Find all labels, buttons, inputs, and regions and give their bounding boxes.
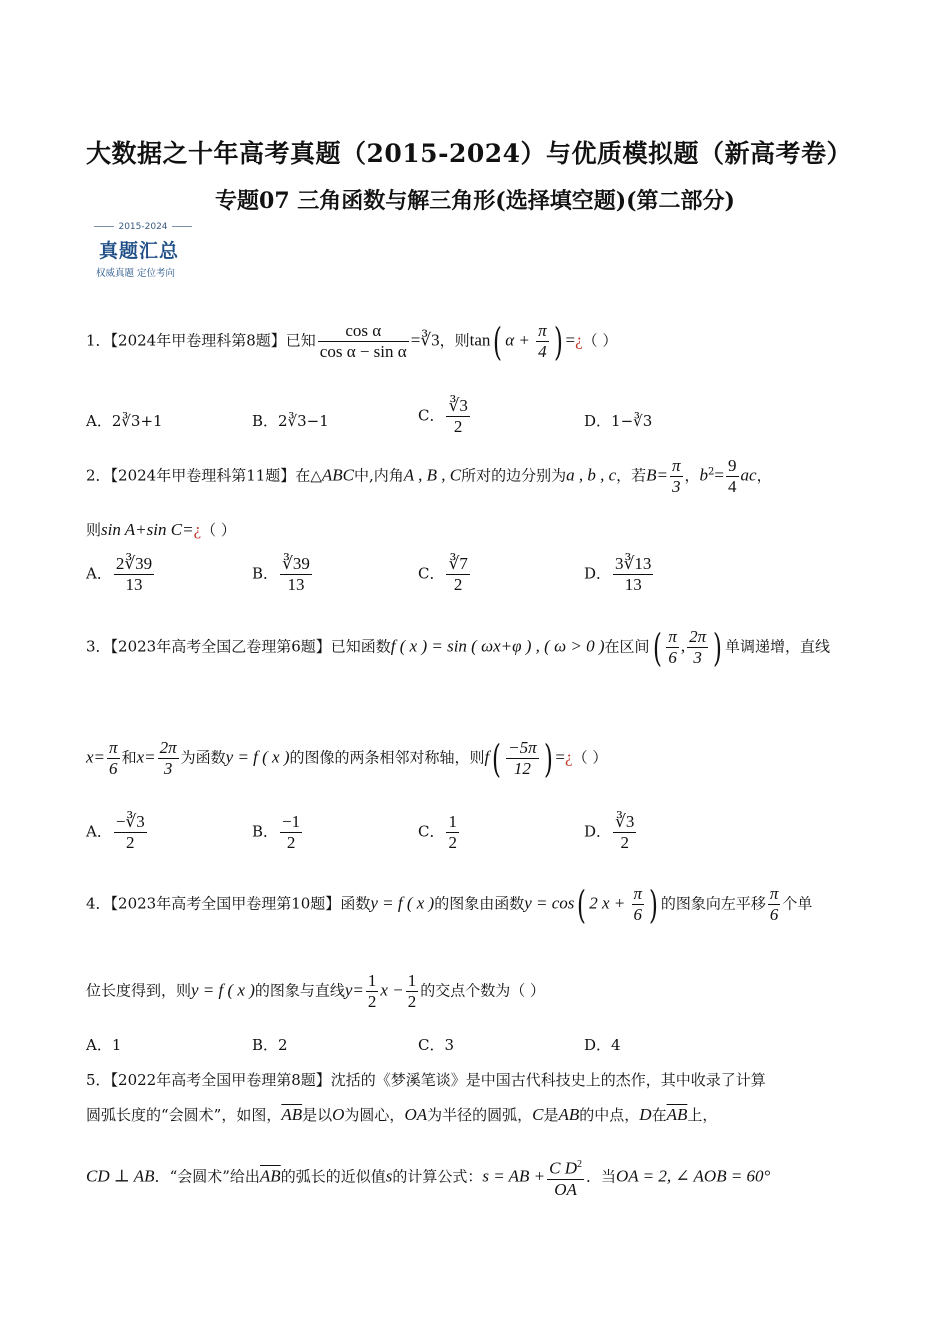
question-source: 【2024年甲卷理科第11题】	[110, 466, 296, 485]
fraction	[366, 971, 379, 1012]
fraction-denominator: 13	[125, 575, 143, 594]
math-expr: f ( x ) = sin ( ωx+φ ) , ( ω > 0 )	[390, 636, 605, 656]
q4-option-d[interactable]: D．4	[584, 1036, 621, 1054]
left-paren: (	[652, 625, 662, 670]
fraction-numerator: π	[668, 627, 677, 646]
fraction-numerator: 2π	[159, 738, 177, 757]
fraction-denominator: 3	[693, 648, 702, 667]
question-number: 3．	[86, 637, 111, 656]
math-expr: ac	[740, 465, 757, 485]
arc-label: $\overline{AB}$	[259, 1166, 281, 1186]
question-text: 在△	[295, 466, 322, 485]
question-5-line-2	[86, 1104, 717, 1125]
q2-option-c[interactable]	[418, 554, 472, 595]
question-4	[86, 884, 812, 925]
question-source: 【2023年高考全国乙卷理第6题】	[110, 637, 331, 656]
question-text: 为半径的圆弧，	[427, 1106, 533, 1124]
question-3	[86, 627, 830, 668]
option-label: A．	[86, 564, 112, 583]
answer-blank: （ ）	[201, 521, 236, 539]
question-text: 是以	[302, 1106, 333, 1124]
fraction	[613, 812, 636, 853]
math-expr: OA = 2, ∠ AOB = 60°	[616, 1166, 771, 1186]
q4-option-b[interactable]: B．2	[252, 1036, 288, 1054]
question-text: 的交点个数为	[420, 981, 511, 1000]
arc-label: $\overline{AB}$	[666, 1105, 688, 1124]
fraction-denominator: 6	[769, 905, 779, 924]
fraction	[670, 456, 683, 497]
fraction	[726, 456, 739, 497]
left-paren: (	[492, 736, 502, 781]
math-expr: a , b , c	[566, 465, 617, 485]
math-expr: O	[332, 1105, 345, 1124]
fraction	[613, 554, 653, 595]
answer-blank: （ ）	[510, 981, 545, 1000]
fraction-numerator: ∛3	[615, 812, 635, 831]
right-paren: )	[543, 736, 553, 781]
q3-option-b[interactable]	[252, 812, 304, 853]
question-text: 沈括的《梦溪笔谈》是中国古代科技史上的杰作，其中收录了计算	[330, 1071, 766, 1089]
fraction-numerator: 9	[728, 456, 737, 475]
fraction-numerator	[547, 1155, 584, 1180]
equals-sign: =	[410, 330, 421, 350]
question-3-line-2	[86, 738, 607, 779]
question-text: 已知	[285, 331, 316, 350]
option-label: A．	[86, 822, 112, 841]
question-number: 5．	[86, 1071, 111, 1089]
fraction	[547, 1155, 584, 1200]
fraction-denominator: 2	[286, 833, 296, 852]
glyph-error: ¿	[193, 520, 202, 539]
question-text: ，	[756, 466, 772, 485]
q2-option-b[interactable]	[252, 554, 314, 595]
question-text: 为圆心，	[344, 1106, 405, 1124]
math-expr: y = f ( x )	[191, 980, 255, 1000]
question-text: 在区间	[604, 637, 650, 656]
fraction-denominator: 4	[538, 342, 547, 361]
question-text: 中,内角	[353, 466, 404, 485]
fraction-denominator: 12	[513, 759, 531, 778]
question-text: 已知函数	[330, 637, 391, 656]
question-text: ，若	[616, 466, 647, 485]
glyph-error: ¿	[565, 747, 573, 767]
math-expr: x −	[380, 980, 404, 1000]
math-expr: α +	[505, 330, 535, 350]
question-text: 个单	[782, 894, 813, 913]
fraction-numerator: −∛3	[115, 812, 145, 831]
q4-option-a[interactable]: A．1	[86, 1036, 122, 1054]
superscript: 2	[708, 466, 715, 478]
q1-option-c[interactable]	[418, 396, 472, 437]
math-expr: ABC	[321, 465, 354, 485]
fraction	[114, 812, 147, 853]
fraction-denominator: 2	[620, 833, 629, 852]
fraction	[632, 884, 645, 925]
glyph-error: ¿	[575, 330, 583, 350]
right-paren: )	[648, 882, 658, 927]
question-5	[86, 1069, 766, 1090]
fraction	[446, 396, 469, 437]
fraction-denominator: 2	[126, 833, 135, 852]
option-label: B．	[252, 822, 279, 841]
question-5-line-3	[86, 1155, 770, 1200]
q3-option-c[interactable]	[418, 812, 461, 853]
question-text: 和	[121, 748, 137, 767]
fraction-denominator: 3	[163, 759, 173, 778]
question-text: 函数	[340, 894, 371, 913]
answer-blank: （ ）	[582, 331, 618, 350]
fraction-denominator: 13	[287, 575, 305, 594]
q2-option-d[interactable]	[584, 554, 655, 595]
fraction-numerator: 2∛39	[115, 554, 153, 573]
question-text: ，	[684, 466, 700, 485]
fraction-denominator: 2	[448, 833, 457, 852]
equals-sign: =	[555, 747, 566, 767]
fraction-denominator: 6	[633, 905, 643, 924]
fraction-numerator: π	[769, 884, 779, 903]
fraction-numerator: −1	[282, 812, 301, 831]
fraction-numerator: ∛7	[448, 554, 468, 573]
fraction	[768, 884, 781, 925]
math-expr: CD ⊥ AB	[86, 1166, 155, 1186]
question-source: 【2022年高考全国甲卷理第8题】	[110, 1071, 331, 1089]
left-paren: (	[577, 882, 587, 927]
logo-years: 2015-2024	[88, 222, 198, 232]
page-title: 大数据之十年高考真题（2015-2024）与优质模拟题（新高考卷）	[86, 139, 853, 168]
math-expr: y = f ( x )	[225, 747, 290, 767]
question-number: 4．	[86, 894, 111, 913]
fraction-numerator: −5π	[508, 738, 537, 757]
fraction	[406, 971, 419, 1012]
fraction	[666, 627, 679, 668]
fraction-numerator: π	[633, 884, 643, 903]
superscript: 2	[577, 1159, 583, 1170]
fraction-denominator: 3	[672, 477, 681, 496]
math-expr: A , B , C	[403, 465, 462, 485]
question-text: 的图象由函数	[434, 894, 525, 913]
fraction	[318, 321, 409, 362]
question-text: 的图像的两条相邻对称轴，则	[289, 748, 485, 767]
question-source: 【2023年高考全国甲卷理第10题】	[110, 894, 341, 913]
fraction-numerator: π	[109, 738, 118, 757]
fraction	[536, 321, 549, 362]
question-text: 则	[86, 521, 102, 539]
q1-option-b[interactable]: B．2∛3−1	[252, 412, 329, 430]
q1-option-a[interactable]: A．2∛3+1	[86, 412, 163, 430]
math-expr: s = AB +	[482, 1166, 546, 1186]
question-2-line-2	[86, 519, 236, 540]
math-expr: s	[385, 1166, 393, 1186]
equals-sign: =	[565, 330, 576, 350]
question-text: 单调递增，直线	[724, 637, 830, 656]
math-expr: y = f ( x )	[370, 893, 435, 913]
math-expr: x=	[86, 747, 106, 767]
option-label: C．	[418, 564, 445, 583]
question-number: 2．	[86, 466, 111, 485]
fraction-denominator: 2	[407, 992, 417, 1011]
math-expr: C	[532, 1105, 544, 1124]
question-2	[86, 456, 772, 497]
fraction	[280, 554, 312, 595]
question-text: ．“会圆术”给出	[154, 1167, 260, 1186]
question-text: 位长度得到，则	[86, 981, 192, 1000]
fraction-denominator: OA	[554, 1179, 577, 1199]
question-text: 上，	[687, 1106, 718, 1124]
math-expr: AB	[558, 1105, 580, 1124]
question-text: ．当	[586, 1167, 617, 1186]
question-text: 的中点，	[579, 1106, 640, 1124]
fraction-numerator: 1	[367, 971, 377, 990]
fraction	[687, 627, 708, 668]
fraction-denominator: 2	[453, 417, 463, 436]
fraction-numerator: ∛3	[448, 396, 468, 415]
fraction	[107, 738, 120, 779]
q3-option-d[interactable]	[584, 812, 638, 853]
arc-label: $\overline{AB}$	[281, 1105, 303, 1124]
fraction-denominator: 13	[624, 575, 642, 594]
fraction-denominator: 2	[367, 992, 377, 1011]
option-label: B．	[252, 564, 279, 583]
question-number: 1．	[86, 331, 111, 350]
option-label: D．	[584, 564, 612, 583]
logo-name: 真题汇总	[99, 240, 180, 262]
fraction-numerator: ∛39	[282, 554, 310, 573]
fraction-numerator: π	[538, 321, 547, 340]
question-text: 的图象与直线	[254, 981, 345, 1000]
question-text: 的图象向左平移	[660, 894, 766, 913]
math-expr: 2 x +	[589, 893, 630, 913]
fraction	[506, 738, 539, 779]
fraction-denominator: 4	[728, 477, 737, 496]
right-paren: )	[553, 319, 563, 364]
fraction-numerator: 1	[407, 971, 417, 990]
logo-tagline: 权威真题 定位考向	[96, 268, 176, 279]
fraction-denominator: 6	[668, 648, 677, 667]
fraction-denominator: 6	[109, 759, 118, 778]
question-text: 所对的边分别为	[461, 466, 567, 485]
math-expr: D	[639, 1105, 652, 1124]
q4-option-c[interactable]: C．3	[418, 1036, 455, 1054]
math-expr: C D	[549, 1158, 578, 1178]
fraction-denominator: 2	[453, 575, 463, 594]
left-paren: (	[493, 319, 503, 364]
question-text: 的计算公式：	[392, 1167, 483, 1186]
question-4-line-2	[86, 971, 545, 1012]
q3-option-a[interactable]	[86, 812, 149, 853]
math-expr: b	[699, 465, 709, 485]
answer-blank: （ ）	[572, 748, 608, 767]
fraction	[446, 554, 469, 595]
math-func: tan	[469, 330, 491, 350]
fraction	[114, 554, 154, 595]
fraction	[446, 812, 459, 853]
fraction-numerator: 1	[448, 812, 457, 831]
option-label: D．	[584, 822, 612, 841]
radical: ∛3	[420, 330, 440, 350]
page-subtitle: 专题07 三角函数与解三角形(选择填空题)(第二部分)	[215, 188, 735, 214]
fraction-denominator: cos α − sin α	[319, 342, 407, 361]
fraction-numerator: π	[672, 456, 681, 475]
fraction	[158, 738, 179, 779]
math-expr: x=	[136, 747, 156, 767]
right-paren: )	[713, 625, 723, 670]
fraction-numerator: 2π	[689, 627, 707, 646]
question-text: 在	[651, 1106, 667, 1124]
math-expr: y=	[344, 980, 364, 1000]
comma: ,	[680, 636, 686, 656]
question-source: 【2024年甲卷理科第8题】	[110, 331, 286, 350]
math-expr: f	[484, 747, 490, 767]
math-expr: B=	[646, 465, 668, 485]
fraction-numerator: 3∛13	[615, 554, 652, 573]
q1-option-d[interactable]: D．1−∛3	[584, 412, 653, 430]
math-expr: y = cos	[524, 893, 575, 913]
question-text: 是	[543, 1106, 559, 1124]
equals-sign: =	[714, 465, 725, 485]
question-text: ，则	[439, 331, 470, 350]
question-text: 的弧长的近似值	[280, 1167, 386, 1186]
math-expr: sin A+sin C=	[101, 520, 194, 539]
fraction	[280, 812, 302, 853]
question-1	[86, 321, 617, 362]
question-text: 为函数	[180, 748, 226, 767]
math-expr: OA	[404, 1105, 428, 1124]
option-label: C．	[418, 406, 445, 425]
question-text: 圆弧长度的“会圆术”，如图，	[86, 1106, 282, 1124]
q2-option-a[interactable]	[86, 554, 156, 595]
option-label: C．	[418, 822, 445, 841]
brand-logo	[88, 222, 208, 282]
fraction-numerator: cos α	[318, 321, 409, 342]
